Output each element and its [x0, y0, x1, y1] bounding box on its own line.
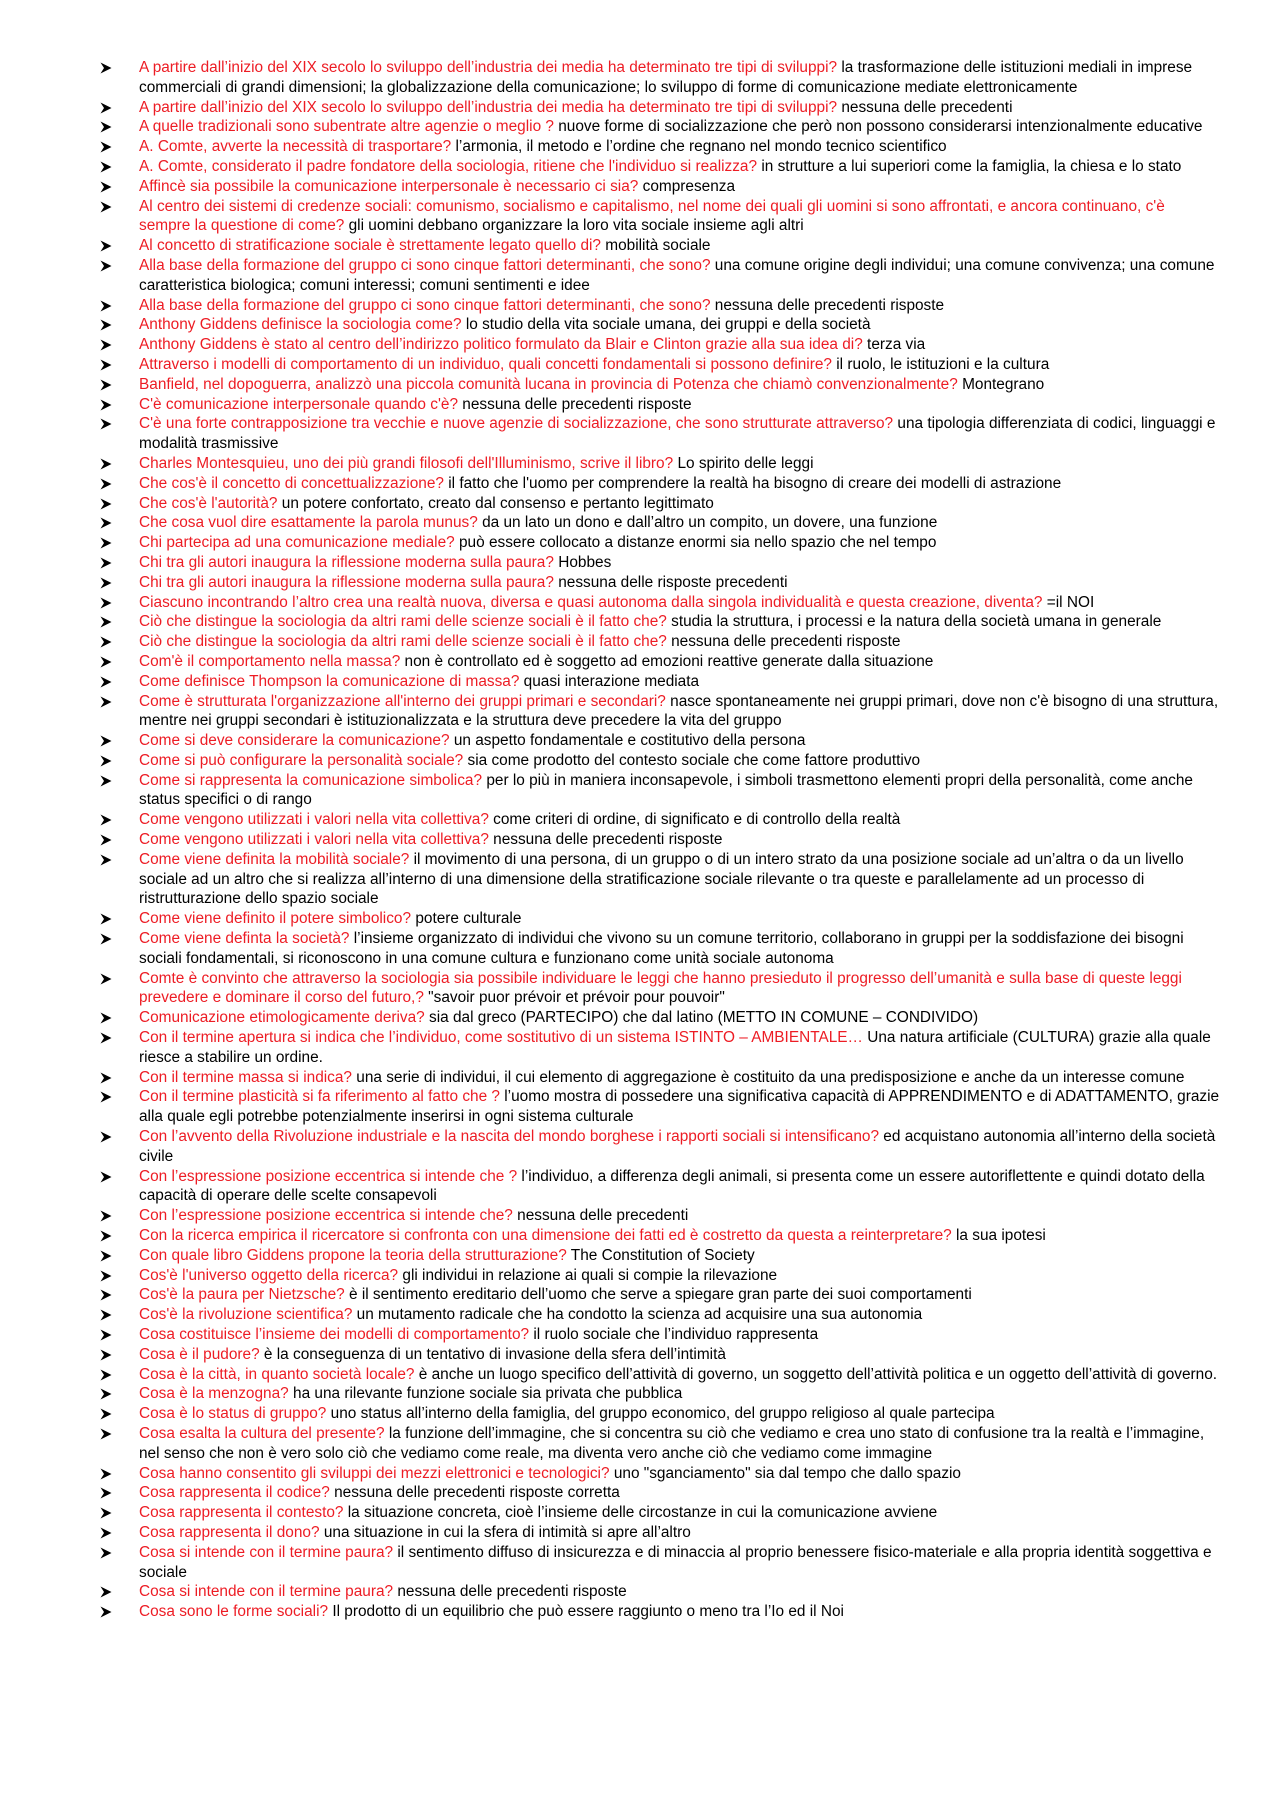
- arrowhead-bullet-icon: [100, 692, 114, 712]
- answer-text: può essere collocato a distanze enormi sia nello spazio che nel tempo: [454, 534, 937, 552]
- arrowhead-bullet-icon: [100, 652, 114, 672]
- answer-text: =il NOI: [1042, 593, 1095, 611]
- list-item: [100, 454, 1220, 474]
- answer-text: il sentimento diffuso di insicurezza e di minaccia al proprio benessere fisico-materiale e alla propria identità soggettiva e sociale: [139, 1543, 1212, 1581]
- arrowhead-bullet-icon: [100, 1285, 114, 1305]
- question-text: Cosa rappresenta il contesto?: [139, 1504, 344, 1522]
- list-item: [100, 58, 1220, 98]
- list-item: [100, 731, 1220, 751]
- arrowhead-bullet-icon: [100, 1483, 114, 1503]
- arrowhead-bullet-icon: [100, 1206, 114, 1226]
- answer-text: nuove forme di socializzazione che però non possono considerarsi intenzionalmente educative: [553, 118, 1203, 136]
- answer-text: compresenza: [638, 177, 736, 195]
- arrowhead-bullet-icon: [100, 1543, 114, 1563]
- answer-text: una comune origine degli individui; una comune convivenza; una comune caratteristica biologica; comuni interessi; comuni sentimenti e idee: [139, 256, 1215, 294]
- arrowhead-bullet-icon: [100, 1424, 114, 1444]
- question-text: Banfield, nel dopoguerra, analizzò una piccola comunità lucana in provincia di Potenza che chiamò convenzionalmente?: [139, 375, 958, 393]
- list-item: [100, 969, 1220, 1009]
- list-item: [100, 553, 1220, 573]
- answer-text: mobilità sociale: [600, 237, 711, 255]
- arrowhead-bullet-icon: [100, 296, 114, 316]
- question-text: Chi tra gli autori inaugura la riflessione moderna sulla paura?: [139, 573, 554, 591]
- answer-text: nessuna delle precedenti risposte corretta: [329, 1484, 620, 1502]
- question-text: Cosa esalta la cultura del presente?: [139, 1424, 385, 1442]
- answer-text: Lo spirito delle leggi: [673, 454, 814, 472]
- list-item: [100, 117, 1220, 137]
- arrowhead-bullet-icon: [100, 1404, 114, 1424]
- question-text: A partire dall’inizio del XIX secolo lo sviluppo dell’industria dei media ha determinato tre tipi di sviluppi?: [139, 98, 838, 116]
- answer-text: l’insieme organizzato di individui che vivono su un comune territorio, collaborano in gruppi per la soddisfazione dei bisogni sociali fondamentali, si riconoscono in una comune cultura e funzionano come unità sociale autonoma: [139, 930, 1184, 967]
- question-text: Cosa si intende con il termine paura?: [139, 1583, 394, 1601]
- answer-text: un mutamento radicale che ha condotto la scienza ad acquisire una sua autonomia: [352, 1306, 923, 1324]
- question-text: Come viene definta la società?: [139, 930, 350, 948]
- question-text: Chi partecipa ad una comunicazione mediale?: [139, 534, 455, 552]
- question-text: Con la ricerca empirica il ricercatore si confronta con una dimensione dei fatti ed è costretto da questa a reinterpretare?: [139, 1227, 952, 1245]
- list-item: [100, 355, 1220, 375]
- list-item: [100, 1008, 1220, 1028]
- question-text: Con il termine apertura si indica che l’individuo, come sostitutivo di un sistema ISTINTO – AMBIENTALE…: [139, 1029, 863, 1047]
- answer-text: è anche un luogo specifico dell’attività di governo, un soggetto dell’attività politica e un oggetto dell’attività di governo.: [414, 1365, 1218, 1383]
- list-item: [100, 1464, 1220, 1484]
- list-item: [100, 1206, 1220, 1226]
- answer-text: lo studio della vita sociale umana, dei gruppi e della società: [461, 316, 871, 334]
- question-text: Chi tra gli autori inaugura la riflessione moderna sulla paura?: [139, 553, 554, 571]
- question-text: Come si deve considerare la comunicazione?: [139, 732, 450, 750]
- answer-text: la trasformazione delle istituzioni mediali in imprese commerciali di grandi dimensioni; la globalizzazione della comunicazione; lo sviluppo di forme di comunicazione mediate elettronicamente: [139, 59, 1193, 96]
- answer-text: uno status all’interno della famiglia, del gruppo economico, del gruppo religioso al quale partecipa: [326, 1405, 995, 1423]
- arrowhead-bullet-icon: [100, 1127, 114, 1147]
- list-item: [100, 1365, 1220, 1385]
- arrowhead-bullet-icon: [100, 58, 114, 78]
- question-text: Affincè sia possibile la comunicazione interpersonale è necessario ci sia?: [139, 177, 639, 195]
- answer-text: nessuna delle precedenti risposte: [458, 395, 692, 413]
- answer-text: ha una rilevante funzione sociale sia privata che pubblica: [288, 1385, 683, 1403]
- arrowhead-bullet-icon: [100, 1325, 114, 1345]
- question-text: Che cos'è il concetto di concettualizzazione?: [139, 474, 444, 492]
- list-item: [100, 1345, 1220, 1365]
- arrowhead-bullet-icon: [100, 1345, 114, 1365]
- answer-text: una serie di individui, il cui elemento di aggregazione è costituito da una predisposizione e anche da un interesse comune: [352, 1068, 1185, 1086]
- question-text: Cosa si intende con il termine paura?: [139, 1543, 394, 1561]
- arrowhead-bullet-icon: [100, 157, 114, 177]
- answer-text: sia come prodotto del contesto sociale che come fattore produttivo: [463, 751, 921, 769]
- question-text: Al centro dei sistemi di credenze sociali: comunismo, socialismo e capitalismo, nel nome dei quali gli uomini si sono affrontati, e ancora continuano, c'è sempre la questione di come?: [139, 197, 1165, 235]
- arrowhead-bullet-icon: [100, 1167, 114, 1187]
- question-text: A quelle tradizionali sono subentrate altre agenzie o meglio ?: [139, 118, 554, 136]
- question-text: Cosa è il pudore?: [139, 1345, 260, 1363]
- list-item: [100, 1523, 1220, 1543]
- answer-text: nessuna delle precedenti risposte: [488, 831, 723, 849]
- list-item: [100, 692, 1220, 732]
- arrowhead-bullet-icon: [100, 474, 114, 494]
- question-text: Come si può configurare la personalità sociale?: [139, 751, 464, 769]
- arrowhead-bullet-icon: [100, 335, 114, 355]
- list-item: [100, 1028, 1220, 1068]
- question-text: Come è strutturata l'organizzazione all'interno dei gruppi primari e secondari?: [139, 692, 666, 710]
- arrowhead-bullet-icon: [100, 1087, 114, 1107]
- list-item: [100, 1582, 1220, 1602]
- arrowhead-bullet-icon: [100, 137, 114, 157]
- list-item: [100, 1167, 1220, 1207]
- list-item: [100, 1087, 1220, 1127]
- answer-text: "savoir puor prévoir et prévoir pour pouvoir": [423, 989, 725, 1007]
- list-item: [100, 652, 1220, 672]
- question-text: Attraverso i modelli di comportamento di un individuo, quali concetti fondamentali si possono definire?: [139, 355, 832, 373]
- arrowhead-bullet-icon: [100, 830, 114, 850]
- list-item: [100, 850, 1220, 909]
- arrowhead-bullet-icon: [100, 672, 114, 692]
- question-text: Ciò che distingue la sociologia da altri rami delle scienze sociali è il fatto che?: [139, 613, 667, 631]
- question-text: Come si rappresenta la comunicazione simbolica?: [139, 771, 483, 789]
- list-item: [100, 1285, 1220, 1305]
- question-text: Com'è il comportamento nella massa?: [139, 652, 401, 670]
- list-item: [100, 256, 1220, 296]
- answer-text: l’uomo mostra di possedere una significativa capacità di APPRENDIMENTO e di ADATTAMENTO, grazie alla quale egli potrebbe potenzialmente inserirsi in ogni sistema culturale: [139, 1088, 1220, 1126]
- question-text: A. Comte, considerato il padre fondatore della sociologia, ritiene che l'individuo si realizza?: [139, 157, 758, 175]
- answer-text: la situazione concreta, cioè l’insieme delle circostanze in cui la comunicazione avviene: [343, 1504, 938, 1522]
- question-text: Con l’espressione posizione eccentrica si intende che ?: [139, 1167, 518, 1185]
- answer-text: Il prodotto di un equilibrio che può essere raggiunto o meno tra l’Io ed il Noi: [328, 1603, 844, 1621]
- list-item: [100, 1127, 1220, 1167]
- list-item: [100, 810, 1220, 830]
- list-item: [100, 632, 1220, 652]
- list-item: [100, 375, 1220, 395]
- arrowhead-bullet-icon: [100, 1068, 114, 1088]
- question-text: C'è una forte contrapposizione tra vecchie e nuove agenzie di socializzazione, che sono strutturate attraverso?: [139, 415, 894, 433]
- question-text: Cosa è lo status di gruppo?: [139, 1405, 327, 1423]
- question-text: Cosa è la menzogna?: [139, 1385, 289, 1403]
- arrowhead-bullet-icon: [100, 1008, 114, 1028]
- list-item: [100, 157, 1220, 177]
- question-text: A partire dall’inizio del XIX secolo lo sviluppo dell’industria dei media ha determinato tre tipi di sviluppi?: [139, 59, 838, 76]
- question-text: Cos'è la rivoluzione scientifica?: [139, 1306, 353, 1324]
- list-item: [100, 909, 1220, 929]
- answer-text: un potere confortato, creato dal consenso e pertanto legittimato: [277, 494, 714, 512]
- question-text: Alla base della formazione del gruppo ci sono cinque fattori determinanti, che sono?: [139, 256, 711, 274]
- list-item: [100, 771, 1220, 811]
- question-text: Cos'è la paura per Nietzsche?: [139, 1286, 345, 1304]
- answer-text: un aspetto fondamentale e costitutivo della persona: [449, 732, 806, 750]
- answer-text: Montegrano: [957, 375, 1045, 393]
- arrowhead-bullet-icon: [100, 1365, 114, 1385]
- answer-text: da un lato un dono e dall’altro un compito, un dovere, una funzione: [477, 514, 938, 532]
- arrowhead-bullet-icon: [100, 612, 114, 632]
- list-item: [100, 830, 1220, 850]
- arrowhead-bullet-icon: [100, 731, 114, 751]
- answer-text: Hobbes: [553, 553, 612, 571]
- list-item: [100, 335, 1220, 355]
- arrowhead-bullet-icon: [100, 375, 114, 395]
- list-item: [100, 177, 1220, 197]
- list-item: [100, 1404, 1220, 1424]
- arrowhead-bullet-icon: [100, 553, 114, 573]
- answer-text: nessuna delle precedenti: [837, 98, 1013, 116]
- question-text: Con l’espressione posizione eccentrica si intende che?: [139, 1207, 513, 1225]
- list-item: [100, 395, 1220, 415]
- question-text: Cosa sono le forme sociali?: [139, 1603, 329, 1621]
- list-item: [100, 672, 1220, 692]
- arrowhead-bullet-icon: [100, 513, 114, 533]
- question-text: Charles Montesquieu, uno dei più grandi filosofi dell'Illuminismo, scrive il libro?: [139, 454, 674, 472]
- question-text: Alla base della formazione del gruppo ci sono cinque fattori determinanti, che sono?: [139, 296, 711, 314]
- question-text: Ciascuno incontrando l’altro crea una realtà nuova, diversa e quasi autonoma dalla singola individualità e questa creazione, diventa?: [139, 593, 1043, 611]
- qa-list: [100, 58, 1220, 1622]
- question-text: Con quale libro Giddens propone la teoria della strutturazione?: [139, 1246, 567, 1264]
- list-item: [100, 296, 1220, 316]
- list-item: [100, 513, 1220, 533]
- answer-text: il movimento di una persona, di un gruppo o di un intero strato da una posizione sociale ad un’altra o da un livello sociale ad un altro che si realizza all’interno di una dimensione della stratificazione sociale rilevante o tra queste e parallelamente ad un processo di ristrutturazione dello spazio sociale: [139, 850, 1184, 908]
- question-text: Cosa costituisce l’insieme dei modelli di comportamento?: [139, 1326, 530, 1343]
- answer-text: nessuna delle precedenti: [512, 1207, 689, 1225]
- answer-text: la sua ipotesi: [951, 1227, 1046, 1245]
- list-item: [100, 98, 1220, 118]
- answer-text: Una natura artificiale (CULTURA) grazie alla quale riesce a stabilire un ordine.: [139, 1029, 1211, 1066]
- answer-text: l’armonia, il metodo e l’ordine che regnano nel mondo tecnico scientifico: [451, 138, 947, 156]
- question-text: Cosa rappresenta il dono?: [139, 1523, 320, 1541]
- arrowhead-bullet-icon: [100, 256, 114, 276]
- answer-text: sia dal greco (PARTECIPO) che dal latino (METTO IN COMUNE – CONDIVIDO): [424, 1009, 979, 1027]
- answer-text: nasce spontaneamente nei gruppi primari, dove non c'è bisogno di una struttura, mentre nei gruppi secondari è istituzionalizzata e la struttura deve precedere la vita del gruppo: [139, 692, 1219, 730]
- question-text: C'è comunicazione interpersonale quando c'è?: [139, 395, 459, 413]
- answer-text: il fatto che l'uomo per comprendere la realtà ha bisogno di creare dei modelli di astrazione: [443, 474, 1062, 492]
- list-item: [100, 474, 1220, 494]
- list-item: [100, 1226, 1220, 1246]
- arrowhead-bullet-icon: [100, 1028, 114, 1048]
- arrowhead-bullet-icon: [100, 355, 114, 375]
- arrowhead-bullet-icon: [100, 414, 114, 434]
- arrowhead-bullet-icon: [100, 494, 114, 514]
- list-item: [100, 929, 1220, 969]
- arrowhead-bullet-icon: [100, 533, 114, 553]
- question-text: Al concetto di stratificazione sociale è strettamente legato quello di?: [139, 237, 601, 255]
- list-item: [100, 1543, 1220, 1583]
- question-text: Come vengono utilizzati i valori nella vita collettiva?: [139, 811, 489, 829]
- arrowhead-bullet-icon: [100, 810, 114, 830]
- question-text: Con il termine massa si indica?: [139, 1068, 352, 1086]
- question-text: Come vengono utilizzati i valori nella vita collettiva?: [139, 831, 489, 849]
- list-item: [100, 1068, 1220, 1088]
- arrowhead-bullet-icon: [100, 395, 114, 415]
- arrowhead-bullet-icon: [100, 1582, 114, 1602]
- arrowhead-bullet-icon: [100, 236, 114, 256]
- list-item: [100, 533, 1220, 553]
- arrowhead-bullet-icon: [100, 1464, 114, 1484]
- question-text: Come definisce Thompson la comunicazione di massa?: [139, 672, 520, 690]
- question-text: Che cosa vuol dire esattamente la parola munus?: [139, 514, 478, 532]
- arrowhead-bullet-icon: [100, 454, 114, 474]
- arrowhead-bullet-icon: [100, 197, 114, 217]
- arrowhead-bullet-icon: [100, 771, 114, 791]
- answer-text: potere culturale: [411, 910, 522, 928]
- list-item: [100, 1246, 1220, 1266]
- answer-text: non è controllato ed è soggetto ad emozioni reattive generate dalla situazione: [400, 652, 934, 670]
- arrowhead-bullet-icon: [100, 969, 114, 989]
- list-item: [100, 1384, 1220, 1404]
- question-text: Come viene definito il potere simbolico?: [139, 910, 412, 928]
- answer-text: il ruolo sociale che l’individuo rappresenta: [529, 1326, 819, 1343]
- answer-text: in strutture a lui superiori come la famiglia, la chiesa e lo stato: [757, 157, 1182, 175]
- answer-text: nessuna delle precedenti risposte: [710, 296, 945, 314]
- answer-text: il ruolo, le istituzioni e la cultura: [831, 355, 1050, 373]
- list-item: [100, 414, 1220, 454]
- list-item: [100, 1503, 1220, 1523]
- answer-text: gli individui in relazione ai quali si compie la rilevazione: [398, 1266, 778, 1284]
- question-text: Cosa è la città, in quanto società locale?: [139, 1365, 415, 1383]
- arrowhead-bullet-icon: [100, 1226, 114, 1246]
- list-item: [100, 1483, 1220, 1503]
- arrowhead-bullet-icon: [100, 315, 114, 335]
- answer-text: ed acquistano autonomia all’interno della società civile: [139, 1128, 1216, 1165]
- arrowhead-bullet-icon: [100, 1266, 114, 1286]
- arrowhead-bullet-icon: [100, 1246, 114, 1266]
- answer-text: nessuna delle precedenti risposte: [666, 633, 901, 651]
- answer-text: nessuna delle precedenti risposte: [393, 1583, 627, 1601]
- question-text: Anthony Giddens definisce la sociologia come?: [139, 316, 462, 334]
- answer-text: è la conseguenza di un tentativo di invasione della sfera dell’intimità: [259, 1345, 726, 1363]
- answer-text: studia la struttura, i processi e la natura della società umana in generale: [666, 613, 1162, 631]
- answer-text: l’individuo, a differenza degli animali, si presenta come un essere autoriflettente e quindi dotato della capacità di operare delle scelte consapevoli: [139, 1167, 1205, 1205]
- arrowhead-bullet-icon: [100, 98, 114, 118]
- arrowhead-bullet-icon: [100, 909, 114, 929]
- arrowhead-bullet-icon: [100, 177, 114, 197]
- arrowhead-bullet-icon: [100, 632, 114, 652]
- question-text: Cosa rappresenta il codice?: [139, 1484, 330, 1502]
- question-text: Con il termine plasticità si fa riferimento al fatto che ?: [139, 1088, 500, 1106]
- question-text: Comunicazione etimologicamente deriva?: [139, 1009, 425, 1027]
- list-item: [100, 494, 1220, 514]
- list-item: [100, 1602, 1220, 1622]
- list-item: [100, 236, 1220, 256]
- question-text: Con l’avvento della Rivoluzione industriale e la nascita del mondo borghese i rapporti sociali si intensificano?: [139, 1128, 880, 1146]
- question-text: Anthony Giddens è stato al centro dell’indirizzo politico formulato da Blair e Clinton grazie alla sua idea di?: [139, 336, 863, 354]
- list-item: [100, 315, 1220, 335]
- question-text: Comte è convinto che attraverso la sociologia sia possibile individuare le leggi che hanno presieduto il progresso dell’umanità e sulla base di queste leggi prevedere e dominare il corso del futuro,?: [139, 969, 1182, 1007]
- arrowhead-bullet-icon: [100, 1503, 114, 1523]
- arrowhead-bullet-icon: [100, 1384, 114, 1404]
- arrowhead-bullet-icon: [100, 593, 114, 613]
- list-item: [100, 197, 1220, 237]
- list-item: [100, 1424, 1220, 1464]
- answer-text: una tipologia differenziata di codici, linguaggi e modalità trasmissive: [139, 415, 1216, 453]
- question-text: Che cos'è l'autorità?: [139, 494, 278, 512]
- answer-text: la funzione dell’immagine, che si concentra su ciò che vediamo e crea uno stato di confusione tra la realtà e l’immagine, nel senso che non è vero solo ciò che vediamo come reale, ma diventa vero anche ciò che vediamo come immagine: [139, 1424, 1205, 1462]
- answer-text: nessuna delle risposte precedenti: [553, 573, 788, 591]
- arrowhead-bullet-icon: [100, 929, 114, 949]
- answer-text: per lo più in maniera inconsapevole, i simboli trasmettono elementi propri della personalità, come anche status specifici o di rango: [139, 771, 1193, 809]
- question-text: Cos'è l'universo oggetto della ricerca?: [139, 1266, 399, 1284]
- list-item: [100, 593, 1220, 613]
- arrowhead-bullet-icon: [100, 573, 114, 593]
- list-item: [100, 1305, 1220, 1325]
- answer-text: gli uomini debbano organizzare la loro vita sociale insieme agli altri: [344, 217, 804, 235]
- answer-text: una situazione in cui la sfera di intimità si apre all’altro: [319, 1523, 691, 1541]
- question-text: Come viene definita la mobilità sociale?: [139, 850, 410, 868]
- list-item: [100, 751, 1220, 771]
- arrowhead-bullet-icon: [100, 1305, 114, 1325]
- list-item: [100, 612, 1220, 632]
- answer-text: The Constitution of Society: [566, 1246, 755, 1264]
- list-item: [100, 137, 1220, 157]
- question-text: Cosa hanno consentito gli sviluppi dei mezzi elettronici e tecnologici?: [139, 1464, 610, 1482]
- arrowhead-bullet-icon: [100, 850, 114, 870]
- arrowhead-bullet-icon: [100, 117, 114, 137]
- question-text: A. Comte, avverte la necessità di trasportare?: [139, 138, 452, 156]
- answer-text: quasi interazione mediata: [519, 672, 700, 690]
- arrowhead-bullet-icon: [100, 1523, 114, 1543]
- answer-text: è il sentimento ereditario dell’uomo che serve a spiegare gran parte dei suoi comportamenti: [344, 1286, 972, 1304]
- question-text: Ciò che distingue la sociologia da altri rami delle scienze sociali è il fatto che?: [139, 633, 667, 651]
- arrowhead-bullet-icon: [100, 751, 114, 771]
- list-item: [100, 1266, 1220, 1286]
- answer-text: come criteri di ordine, di significato e di controllo della realtà: [488, 811, 901, 829]
- answer-text: uno "sganciamento" sia dal tempo che dallo spazio: [609, 1464, 961, 1482]
- list-item: [100, 573, 1220, 593]
- list-item: [100, 1325, 1220, 1345]
- arrowhead-bullet-icon: [100, 1602, 114, 1622]
- answer-text: terza via: [862, 336, 926, 354]
